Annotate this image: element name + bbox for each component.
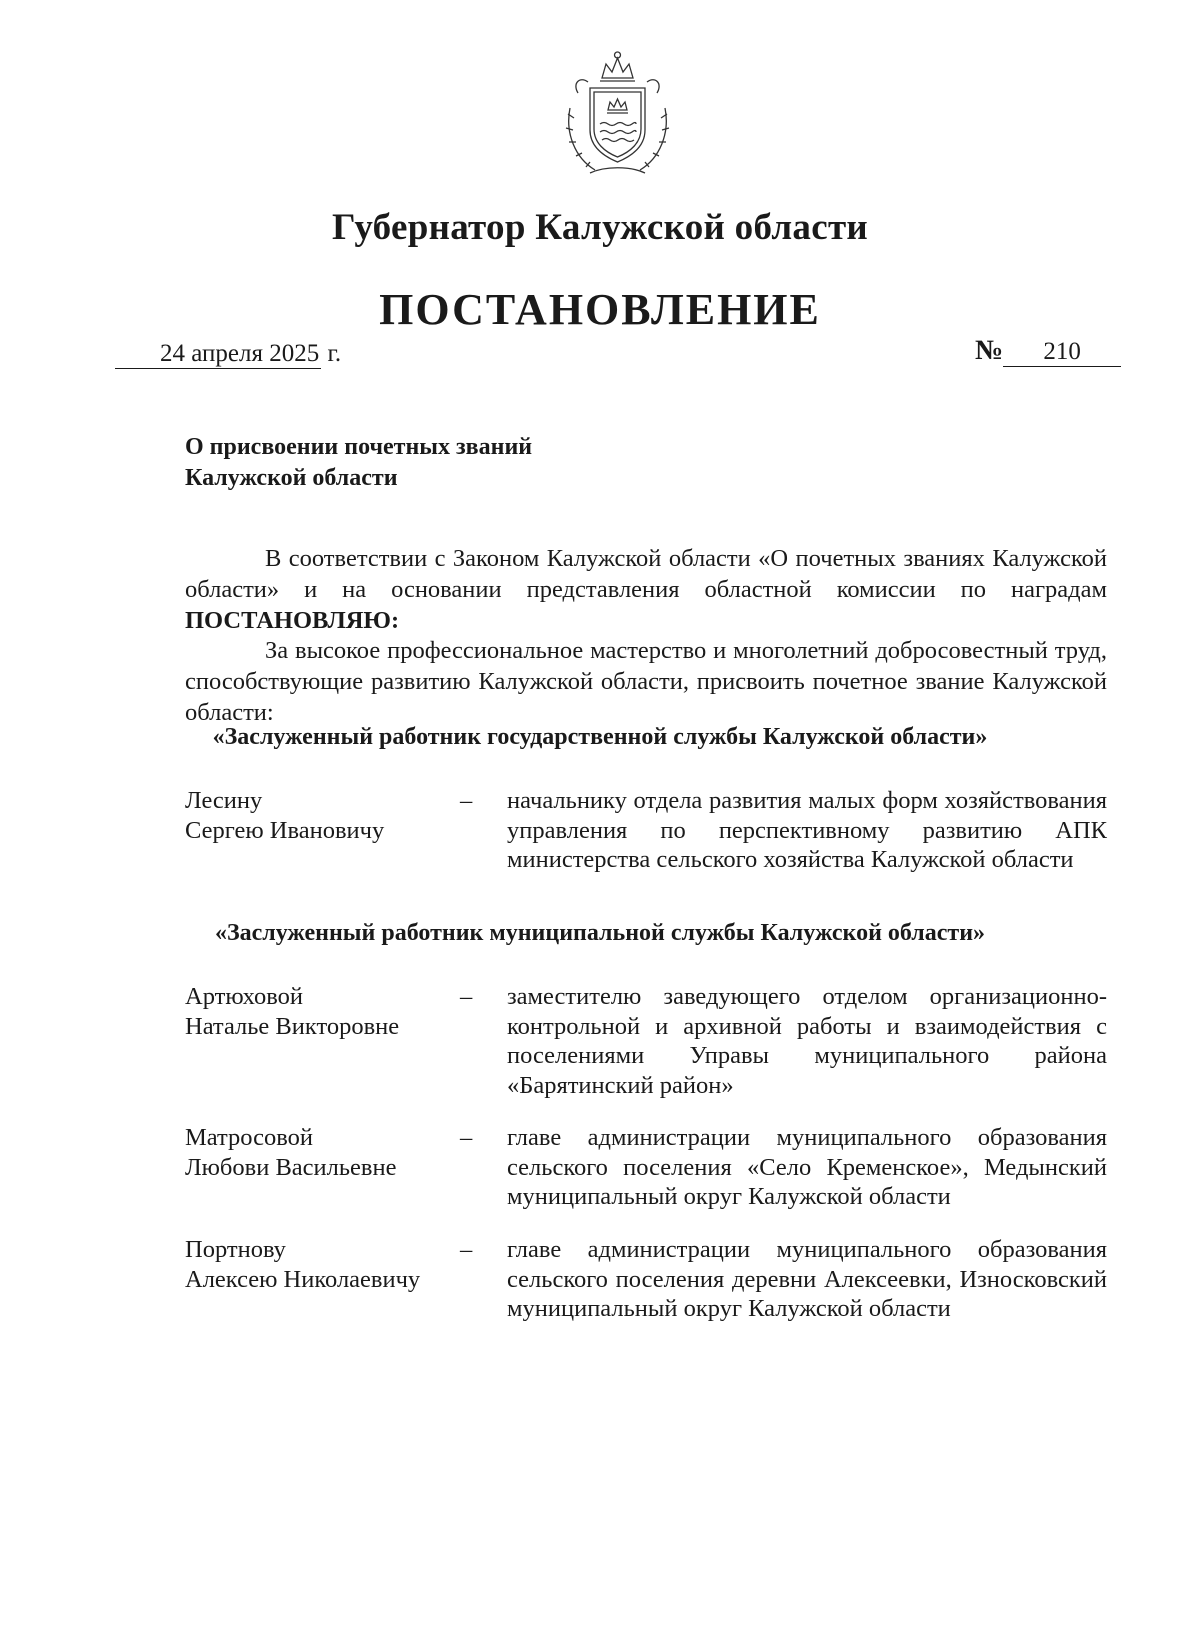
entry-dash: – [460, 1124, 473, 1151]
recipient-position: заместителю заведующего отделом организационно-контрольной и архивной работы и взаимодействия с поселениями Управы муниципального района «Барятинский район» [507, 983, 1107, 1099]
entry-dash: – [460, 787, 473, 814]
recipient-position: начальнику отдела развития малых форм хозяйствования управления по перспективному развитию АПК министерства сельского хозяйства Калужской области [507, 787, 1107, 873]
issuer-title: Губернатор Калужской области [331, 207, 869, 248]
recipient-surname: Матросовой [185, 1124, 314, 1151]
subject-line-1: О присвоении почетных званий [185, 434, 533, 460]
recipient-name [185, 1235, 455, 1294]
recipient-name [185, 786, 455, 845]
recipient-surname: Лесину [185, 787, 263, 814]
number-sign: № [975, 335, 1004, 366]
recipient-given-names: Наталье Викторовне [185, 1012, 400, 1040]
section-title-state-service: «Заслуженный работник государственной службы Калужской области» [212, 724, 988, 750]
entry-dash: – [460, 1236, 473, 1263]
date-value: 24 апреля 2025 [115, 340, 321, 369]
document-date [115, 340, 341, 369]
recipient-position: главе администрации муниципального образования сельского поселения «Село Кременское», Медынский муниципальный округ Калужской области [507, 1124, 1107, 1210]
recipient-surname: Артюховой [185, 983, 304, 1010]
document-type-title: ПОСТАНОВЛЕНИЕ [379, 285, 821, 334]
preamble-paragraph [185, 543, 1107, 636]
recipient-given-names: Алексею Николаевичу [185, 1265, 421, 1293]
entry-dash: – [460, 983, 473, 1010]
recipient-given-names: Сергею Ивановичу [185, 816, 385, 844]
subject-line-2: Калужской области [185, 465, 398, 491]
date-suffix: г. [321, 340, 342, 367]
document-subject [185, 432, 532, 494]
decree-keyword: ПОСТАНОВЛЯЮ: [185, 607, 400, 634]
recipient-surname: Портнову [185, 1236, 286, 1263]
preamble-text: В соответствии с Законом Калужской области «О почетных званиях Калужской области» и на основании представления областной комиссии по наградам [185, 545, 1107, 603]
document-number [975, 335, 1121, 367]
coat-of-arms-emblem [560, 48, 675, 178]
recipient-name [185, 982, 455, 1041]
section-title-municipal-service: «Заслуженный работник муниципальной службы Калужской области» [214, 920, 986, 946]
recipient-name [185, 1123, 455, 1182]
recipient-given-names: Любови Васильевне [185, 1153, 397, 1181]
number-value: 210 [1003, 338, 1121, 367]
award-paragraph: За высокое профессиональное мастерство и многолетний добросовестный труд, способствующие развитию Калужской области, присвоить почетное звание Калужской области: [185, 637, 1107, 726]
recipient-position: главе администрации муниципального образования сельского поселения деревни Алексеевки, Износковский муниципальный округ Калужской области [507, 1236, 1107, 1322]
